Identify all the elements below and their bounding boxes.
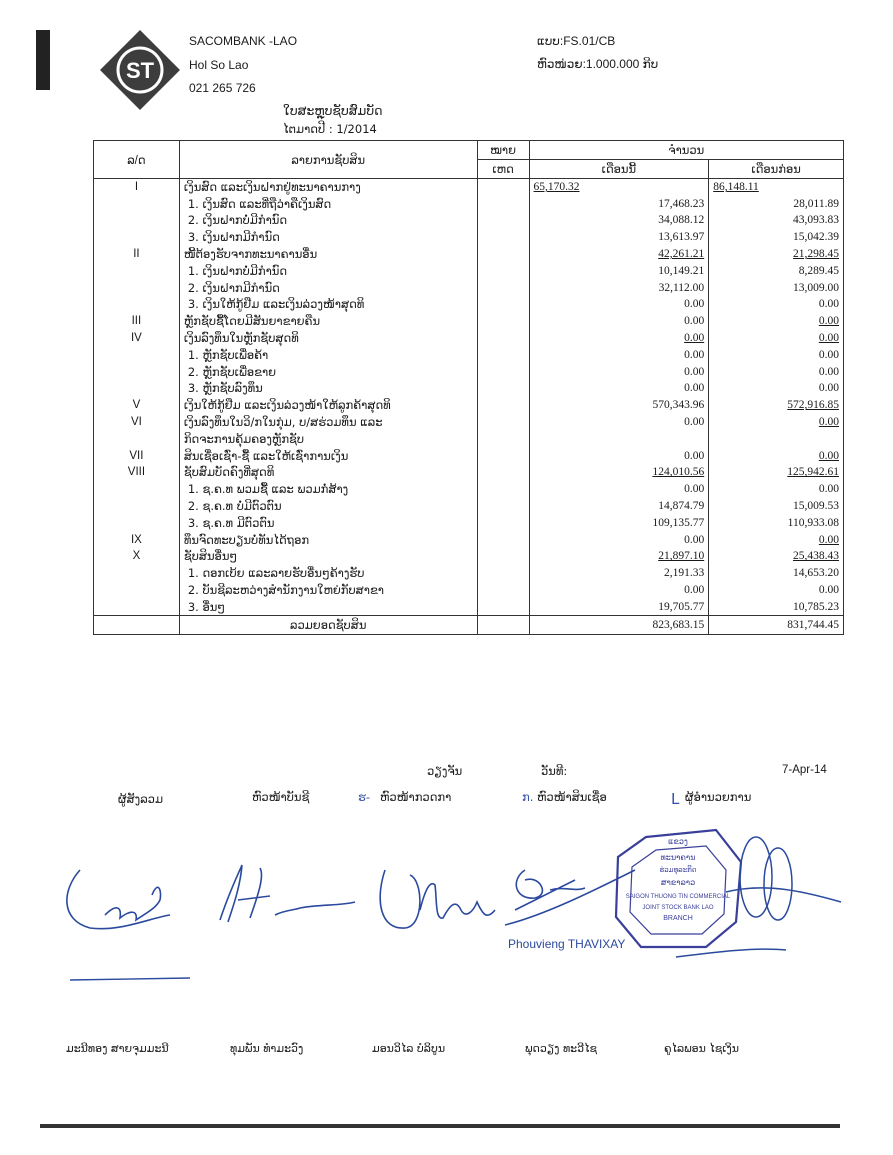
row-number: I (94, 179, 180, 196)
row-previous: 0.00 (709, 481, 844, 498)
row-current: 0.00 (529, 313, 709, 330)
row-current: 19,705.77 (529, 598, 709, 615)
row-item: 3. ເງິນໃຫ້ກູ້ຢືມ ແລະເງິນລ່ວງໜ້າສຸດທິ (179, 296, 477, 313)
svg-text:BRANCH: BRANCH (663, 915, 693, 922)
row-item: 1. ຫຼັກຊັບເພື່ອຄ້າ (179, 346, 477, 363)
row-item: ໜີ້ຕ້ອງຮັບຈາກທະນາຄານອື່ນ (179, 246, 477, 263)
role-prefix-credit: ກ. (522, 790, 534, 804)
signature-chief-accountant (200, 860, 360, 940)
row-item: 1. ດອກເບ້ຍ ແລະລາຍຮັບອື່ນໆຄ້າງຮັບ (179, 565, 477, 582)
row-current: 0.00 (529, 447, 709, 464)
row-number (94, 430, 180, 447)
col-amount-header: ຈຳນວນ (529, 141, 843, 160)
row-number (94, 514, 180, 531)
table-row (94, 195, 844, 212)
table-row (94, 481, 844, 498)
row-number: X (94, 548, 180, 565)
row-number (94, 346, 180, 363)
name-chief-accountant: ທຸມພັນ ທຳມະວົງ (230, 1042, 304, 1055)
row-item: 2. ເງິນຝາກມີກຳນົດ (179, 279, 477, 296)
row-current: 14,874.79 (529, 498, 709, 515)
col-note-header-2: ເຫດ (477, 160, 529, 179)
row-number: III (94, 313, 180, 330)
svg-text:ST: ST (125, 58, 155, 83)
row-item: 3. ຊ.ຄ.ທ ມີຕົວຕົນ (179, 514, 477, 531)
table-row (94, 447, 844, 464)
row-note (477, 346, 529, 363)
row-note (477, 582, 529, 599)
row-previous: 0.00 (709, 313, 844, 330)
table-header-row (94, 141, 844, 160)
row-number (94, 380, 180, 397)
row-note (477, 430, 529, 447)
table-row (94, 212, 844, 229)
row-current: 0.00 (529, 346, 709, 363)
row-previous: 0.00 (709, 380, 844, 397)
row-number (94, 598, 180, 615)
role-head-audit: ຫົວໜ້າກວດກາ (380, 790, 452, 804)
table-row (94, 565, 844, 582)
row-note (477, 498, 529, 515)
form-code: ແບບ:FS.01/CB (537, 34, 616, 48)
table-row (94, 179, 844, 196)
row-previous: 8,289.45 (709, 262, 844, 279)
signature-head-audit (365, 860, 515, 950)
row-previous: 0.00 (709, 414, 844, 431)
table-row (94, 262, 844, 279)
row-previous: 25,438.43 (709, 548, 844, 565)
row-previous: 15,042.39 (709, 229, 844, 246)
col-item-header: ລາຍການຊັບສິນ (179, 141, 477, 179)
row-item: 2. ຫຼັກຊັບເພື່ອຂາຍ (179, 363, 477, 380)
row-number (94, 212, 180, 229)
bank-phone: 021 265 726 (189, 81, 256, 95)
total-row (94, 615, 844, 634)
table-row (94, 363, 844, 380)
row-number (94, 279, 180, 296)
table-row (94, 414, 844, 431)
row-current: 0.00 (529, 481, 709, 498)
row-number (94, 498, 180, 515)
row-previous: 0.00 (709, 296, 844, 313)
row-item: ຊັບສິນອື່ນໆ (179, 548, 477, 565)
row-note (477, 262, 529, 279)
total-no (94, 615, 180, 634)
row-number: II (94, 246, 180, 263)
row-number (94, 481, 180, 498)
row-number (94, 229, 180, 246)
row-number: IV (94, 330, 180, 347)
row-note (477, 531, 529, 548)
table-row (94, 346, 844, 363)
row-current: 42,261.21 (529, 246, 709, 263)
col-previous-header: ເດືອນກ່ອນ (709, 160, 844, 179)
row-note (477, 313, 529, 330)
reporting-period: ໄຕມາດປີ : 1/2014 (283, 122, 377, 136)
row-note (477, 397, 529, 414)
table-row (94, 464, 844, 481)
currency-unit: ຫົວໜ່ວຍ:1.000.000 ກີບ (537, 57, 659, 71)
row-item: ທຶນຈົດທະບຽນບໍ່ທັນໄດ້ຖອກ (179, 531, 477, 548)
director-printed-name: Phouvieng THAVIXAY (508, 937, 626, 951)
row-note (477, 229, 529, 246)
row-item: ເງິນໃຫ້ກູ້ຢືມ ແລະເງິນລ່ວງໜ້າໃຫ້ລູກຄ້າສຸດທິ (179, 397, 477, 414)
row-number: VI (94, 414, 180, 431)
row-previous: 0.00 (709, 447, 844, 464)
row-number: VIII (94, 464, 180, 481)
row-current: 32,112.00 (529, 279, 709, 296)
row-item: ເງິນສົດ ແລະເງິນຝາກຢູ່ທະນາຄານກາງ (179, 179, 477, 196)
table-row (94, 397, 844, 414)
row-item: 1. ເງິນຝາກບໍ່ມີກຳນົດ (179, 262, 477, 279)
total-note (477, 615, 529, 634)
row-current: 0.00 (529, 363, 709, 380)
row-current: 2,191.33 (529, 565, 709, 582)
branch-name: Hol So Lao (189, 58, 249, 72)
table-row (94, 548, 844, 565)
table-row (94, 430, 844, 447)
row-number (94, 296, 180, 313)
table-row (94, 279, 844, 296)
total-current: 823,683.15 (529, 615, 709, 634)
col-no-header: ລ/ດ (94, 141, 180, 179)
table-row (94, 246, 844, 263)
row-current: 0.00 (529, 582, 709, 599)
row-previous (709, 430, 844, 447)
table-row (94, 296, 844, 313)
row-item: ສິນເຊື່ອເຊົ່າ-ຊື້ ແລະໃຫ້ເຊົ່າການເງິນ (179, 447, 477, 464)
row-number (94, 582, 180, 599)
row-previous: 86,148.11 (709, 179, 844, 196)
balance-sheet-table (93, 140, 844, 635)
row-note (477, 598, 529, 615)
signature-compiler (60, 860, 180, 990)
row-note (477, 548, 529, 565)
table-row (94, 582, 844, 599)
row-current: 570,343.96 (529, 397, 709, 414)
table-row (94, 514, 844, 531)
row-previous: 28,011.89 (709, 195, 844, 212)
role-prefix-audit: ຮ- (358, 790, 371, 804)
row-current: 13,613.97 (529, 229, 709, 246)
svg-text:ຮ່ວມທຸລະກິດ: ຮ່ວມທຸລະກິດ (659, 866, 697, 874)
row-previous: 13,009.00 (709, 279, 844, 296)
row-current: 109,135.77 (529, 514, 709, 531)
svg-text:SAIGON THUONG TIN COMMERCIAL: SAIGON THUONG TIN COMMERCIAL (625, 894, 731, 900)
row-item: ເງິນລົງທຶນໃນວິ/ກໃນກຸ່ມ, ບ/ສຮ່ວມທຶນ ແລະ (179, 414, 477, 431)
row-current: 0.00 (529, 330, 709, 347)
row-item: 3. ອື່ນໆ (179, 598, 477, 615)
row-note (477, 380, 529, 397)
row-previous: 125,942.61 (709, 464, 844, 481)
row-note (477, 246, 529, 263)
row-item: 1. ເງິນສົດ ແລະທີ່ຖືວ່າຄືເງິນສົດ (179, 195, 477, 212)
row-item: 3. ເງິນຝາກມີກຳນົດ (179, 229, 477, 246)
row-note (477, 179, 529, 196)
row-number: V (94, 397, 180, 414)
svg-text:ແຂວງ: ແຂວງ (668, 837, 688, 846)
table-row (94, 498, 844, 515)
row-item: 3. ຫຼັກຊັບລົງທຶນ (179, 380, 477, 397)
sacombank-logo (98, 28, 182, 112)
name-head-credit: ພຸດວຽງ ທະວີໄຊ (525, 1042, 598, 1055)
row-previous: 10,785.23 (709, 598, 844, 615)
row-current: 10,149.21 (529, 262, 709, 279)
row-current: 0.00 (529, 380, 709, 397)
date-value: 7-Apr-14 (782, 764, 827, 776)
table-row (94, 330, 844, 347)
row-number (94, 262, 180, 279)
row-item: 2. ຊ.ຄ.ທ ບໍ່ມີຕົວຕົນ (179, 498, 477, 515)
row-note (477, 565, 529, 582)
row-current: 0.00 (529, 531, 709, 548)
role-compiler: ຜູ້ສັງລວມ (118, 792, 164, 806)
row-current: 0.00 (529, 414, 709, 431)
row-current: 124,010.56 (529, 464, 709, 481)
table-row (94, 380, 844, 397)
row-number (94, 195, 180, 212)
table-row (94, 531, 844, 548)
row-note (477, 212, 529, 229)
scan-edge-bottom (40, 1124, 840, 1128)
row-number: IX (94, 531, 180, 548)
svg-text:ສາຂາລາວ: ສາຂາລາວ (660, 878, 696, 887)
row-number (94, 363, 180, 380)
row-previous: 0.00 (709, 582, 844, 599)
row-current: 21,897.10 (529, 548, 709, 565)
row-item: 2. ເງິນຝາກບໍ່ມີກຳນົດ (179, 212, 477, 229)
table-row (94, 598, 844, 615)
name-director: ຄູໄລພອນ ໄຊເງິນ (664, 1042, 739, 1055)
row-item: 1. ຊ.ຄ.ທ ພວມຊື້ ແລະ ພວມກໍ່ສ້າງ (179, 481, 477, 498)
date-label: ວັນທີ: (541, 764, 568, 778)
row-item: 2. ບັນຊີລະຫວ່າງສຳນັກງານໃຫຍ່ກັບສາຂາ (179, 582, 477, 599)
document-title: ໃບສະຫຼຸບຊັບສົມບັດ (283, 103, 383, 118)
row-current (529, 430, 709, 447)
col-note-header: ໝາຍ (477, 141, 529, 160)
row-current: 0.00 (529, 296, 709, 313)
scan-edge-top (36, 30, 50, 90)
total-previous: 831,744.45 (709, 615, 844, 634)
table-row (94, 313, 844, 330)
row-previous: 15,009.53 (709, 498, 844, 515)
row-previous: 0.00 (709, 330, 844, 347)
row-note (477, 481, 529, 498)
col-current-header: ເດືອນນີ້ (529, 160, 709, 179)
row-note (477, 363, 529, 380)
row-previous: 14,653.20 (709, 565, 844, 582)
row-note (477, 447, 529, 464)
row-note (477, 195, 529, 212)
role-head-credit: ຫົວໜ້າສິນເຊື່ອ (537, 790, 607, 804)
table-row (94, 229, 844, 246)
row-note (477, 414, 529, 431)
row-note (477, 464, 529, 481)
role-prefix-director: L (671, 790, 680, 808)
role-director: ຜູ້ອຳນວຍການ (685, 790, 752, 804)
row-note (477, 279, 529, 296)
row-item: ເງິນລົງທຶນໃນຫຼັກຊັບສຸດທິ (179, 330, 477, 347)
row-current: 65,170.32 (529, 179, 709, 196)
name-compiler: ມະນີທອງ ສາຍຈຸມມະນີ (66, 1042, 169, 1055)
row-previous: 110,933.08 (709, 514, 844, 531)
row-note (477, 296, 529, 313)
name-head-audit: ມອນວິໄລ ບໍລິບູນ (372, 1042, 446, 1055)
row-previous: 0.00 (709, 363, 844, 380)
signing-place: ວຽງຈັນ (427, 764, 463, 778)
row-current: 34,088.12 (529, 212, 709, 229)
row-current: 17,468.23 (529, 195, 709, 212)
row-item: ຫຼັກຊັບຊື້ໂດຍມີສັນຍາຂາຍຄືນ (179, 313, 477, 330)
svg-text:ທະນາຄານ: ທະນາຄານ (660, 853, 696, 862)
row-previous: 572,916.85 (709, 397, 844, 414)
director-stamp-signature (606, 822, 856, 972)
row-item: ກິດຈະການຄຸ້ມຄອງຫຼັກຊັບ (179, 430, 477, 447)
row-item: ຊັບສົມບັດຄົງທີ່ສຸດທິ (179, 464, 477, 481)
bank-name: SACOMBANK -LAO (189, 34, 298, 48)
role-chief-accountant: ຫົວໜ້າບັນຊີ (252, 790, 310, 804)
total-label: ລວມຍອດຊັບສິນ (179, 615, 477, 634)
row-previous: 21,298.45 (709, 246, 844, 263)
row-previous: 0.00 (709, 346, 844, 363)
row-note (477, 330, 529, 347)
row-previous: 0.00 (709, 531, 844, 548)
row-number (94, 565, 180, 582)
row-previous: 43,093.83 (709, 212, 844, 229)
row-note (477, 514, 529, 531)
svg-text:JOINT STOCK BANK LAO: JOINT STOCK BANK LAO (642, 905, 714, 911)
row-number: VII (94, 447, 180, 464)
